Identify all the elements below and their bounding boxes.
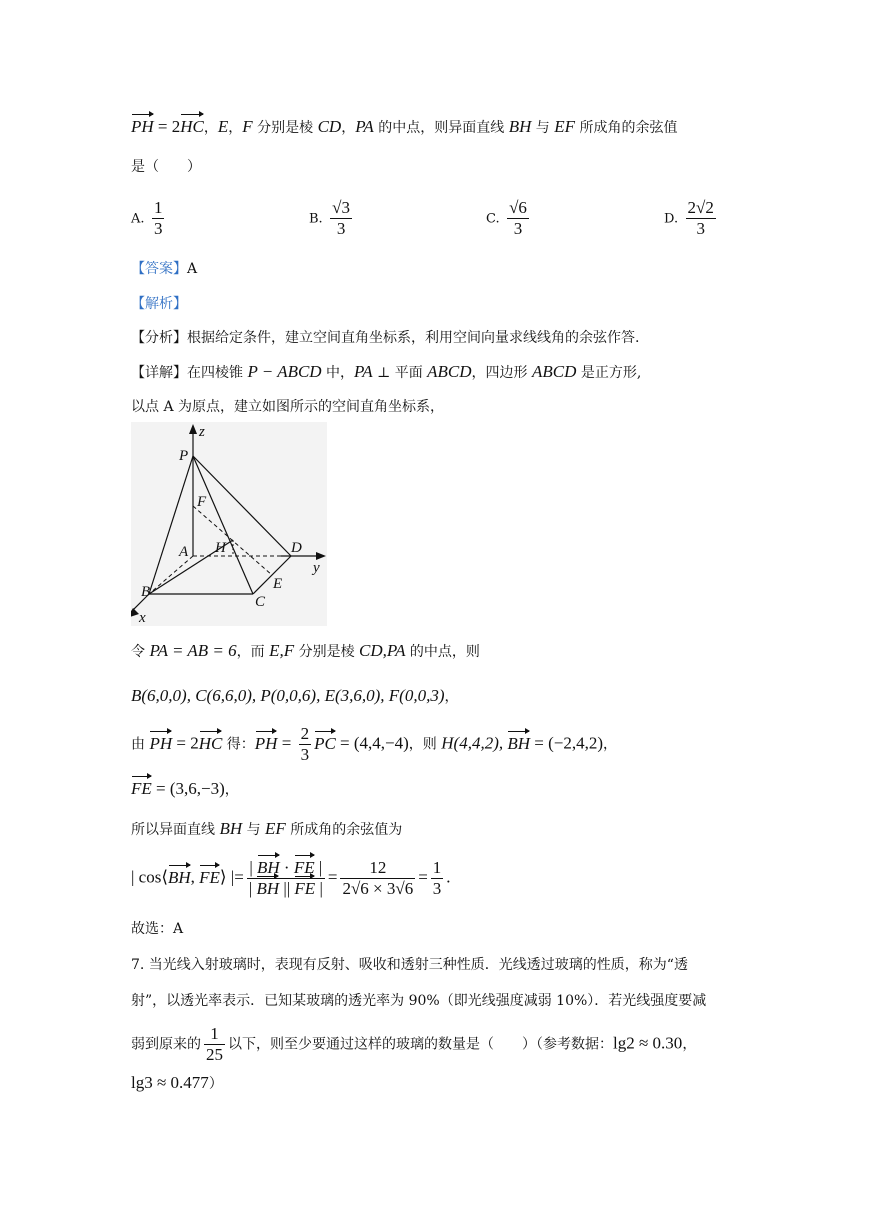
fe-line: FE = (3,6,−3)， xyxy=(131,779,239,798)
label-F: F xyxy=(197,494,207,510)
point-F: F xyxy=(242,117,253,136)
option-d-fraction: $\frac{2√2}{3}$ xyxy=(687,198,714,238)
lg2-value: lg2 ≈ 0.30 xyxy=(613,1033,683,1053)
pyramid-diagram xyxy=(131,422,327,626)
coordinate-setup-line: 以点 A 为原点，建立如图所示的空间直角坐标系， xyxy=(131,399,445,415)
vector-HC: HC xyxy=(180,117,204,136)
option-d-label: D. xyxy=(664,211,679,227)
option-d[interactable] xyxy=(664,198,719,239)
cosine-fraction-vectors: $\frac{| BH \cdot FE |}{| BH || FE |}$ xyxy=(248,858,323,898)
choose-line: 故选：A xyxy=(131,921,184,937)
ph-derivation-line: 由 PH = 2HC 得：PH = $\frac{2}{3}$ PC = (4,4,−4)，则 H(4,4,2), BH = (−2,4,2)， xyxy=(131,724,618,764)
answer-tag: 【答案】 xyxy=(131,261,187,277)
answer-value: A xyxy=(187,261,198,277)
cosine-formula-line: | cos⟨BH, FE⟩ |= $\frac{| BH \cdot FE |}{| BH || FE |}$ = $\frac{12}{2√6 \times 3√6}$ = $\frac{1}{3}$ . xyxy=(131,858,451,898)
vector-PH: PH xyxy=(131,117,154,136)
xiangjie-line: 【详解】在四棱锥 P − ABCD 中，PA ⊥ 平面 ABCD，四边形 ABCD 是正方形, xyxy=(131,362,642,381)
label-P: P xyxy=(179,448,189,464)
analysis-tag: 【解析】 xyxy=(131,296,187,312)
option-b[interactable] xyxy=(309,198,355,239)
answer-line xyxy=(131,259,197,279)
fraction-one-25th: $\frac{1}{25}$ xyxy=(206,1024,223,1064)
comma: ， xyxy=(341,120,356,136)
fenxi-tag: 【分析】 xyxy=(131,330,187,346)
stem-text: 的中点，则异面直线 xyxy=(373,120,509,136)
cosine-result: $\frac{1}{3}$ xyxy=(432,858,442,898)
q7-line4: lg3 ≈ 0.477） xyxy=(131,1073,223,1092)
let-equation: PA = AB = 6 xyxy=(149,641,237,660)
q7-line3: 弱到原来的 $\frac{1}{25}$ 以下，则至少要通过这样的玻璃的数量是（ ）（参考数据：lg2 ≈ 0.30， xyxy=(131,1024,697,1064)
label-C: C xyxy=(255,594,266,610)
fenxi-text: 根据给定条件，建立空间直角坐标系，利用空间向量求线线角的余弦作答. xyxy=(187,330,640,346)
edge-PC xyxy=(193,456,253,594)
stem-text: 与 xyxy=(531,120,555,136)
stem-text: 分别是棱 xyxy=(252,120,318,136)
line-BH: BH xyxy=(508,117,532,136)
label-H: H xyxy=(215,540,226,556)
fraction-two-thirds: $\frac{2}{3}$ xyxy=(300,724,310,764)
label-x: x xyxy=(139,610,146,626)
option-b-label: B. xyxy=(309,211,323,227)
point-E: E xyxy=(217,117,229,136)
comma: ， xyxy=(203,120,218,136)
line-EF: EF xyxy=(554,117,576,136)
points-line: B(6,0,0), C(6,6,0), P(0,0,6), E(3,6,0), F(0,0,3)， xyxy=(131,686,459,705)
x-axis-arrow xyxy=(131,608,139,618)
option-b-fraction: $\frac{√3}{3}$ xyxy=(332,198,350,238)
label-D: D xyxy=(291,540,302,556)
conclusion-line: 所以异面直线 BH 与 EF 所成角的余弦值为 xyxy=(131,819,403,838)
cosine-fraction-numeric: $\frac{12}{2√6 \times 3√6}$ xyxy=(342,858,414,898)
option-c-fraction: $\frac{√6}{3}$ xyxy=(509,198,527,238)
option-c[interactable] xyxy=(486,198,532,239)
question-stem-line2: 是（ ） xyxy=(131,159,201,175)
label-z: z xyxy=(199,424,205,440)
let-line: 令 PA = AB = 6，而 E,F 分别是棱 CD,PA 的中点，则 xyxy=(131,641,480,660)
option-a-label: A. xyxy=(131,211,145,227)
question-stem-line1 xyxy=(131,117,678,138)
label-y: y xyxy=(313,560,320,576)
lg3-value: lg3 ≈ 0.477 xyxy=(131,1073,209,1092)
y-axis-arrow xyxy=(316,552,326,560)
fenxi-line xyxy=(131,328,639,348)
label-B: B xyxy=(141,584,151,600)
edge-PA: PA xyxy=(355,117,374,136)
pyramid-figure xyxy=(131,422,327,626)
option-a-fraction: $\frac{1}{3}$ xyxy=(153,198,163,238)
xiangjie-tag: 【详解】 xyxy=(131,365,187,381)
label-A: A xyxy=(179,544,189,560)
q7-line2: 射”，以透光率表示．已知某玻璃的透光率为 90%（即光线强度减弱 10%）．若光线强度要减 xyxy=(131,993,707,1009)
edge-PD xyxy=(193,456,291,556)
edge-PB xyxy=(149,456,193,594)
point-coordinates: B(6,0,0), C(6,6,0), P(0,0,6), E(3,6,0), F(0,0,3) xyxy=(131,686,445,705)
equals-two: = 2 xyxy=(153,117,181,136)
label-E: E xyxy=(273,576,283,592)
q7-line1: 7. 当光线入射玻璃时，表现有反射、吸收和透射三种性质．光线透过玻璃的性质，称为“透 xyxy=(131,957,688,973)
comma: ， xyxy=(228,120,243,136)
option-a[interactable] xyxy=(131,198,167,239)
z-axis-arrow xyxy=(189,424,197,434)
pyramid-name: P − ABCD xyxy=(247,362,322,381)
stem-text: 所成角的余弦值 xyxy=(575,120,678,136)
option-c-label: C. xyxy=(486,211,500,227)
edge-CD: CD xyxy=(317,117,342,136)
